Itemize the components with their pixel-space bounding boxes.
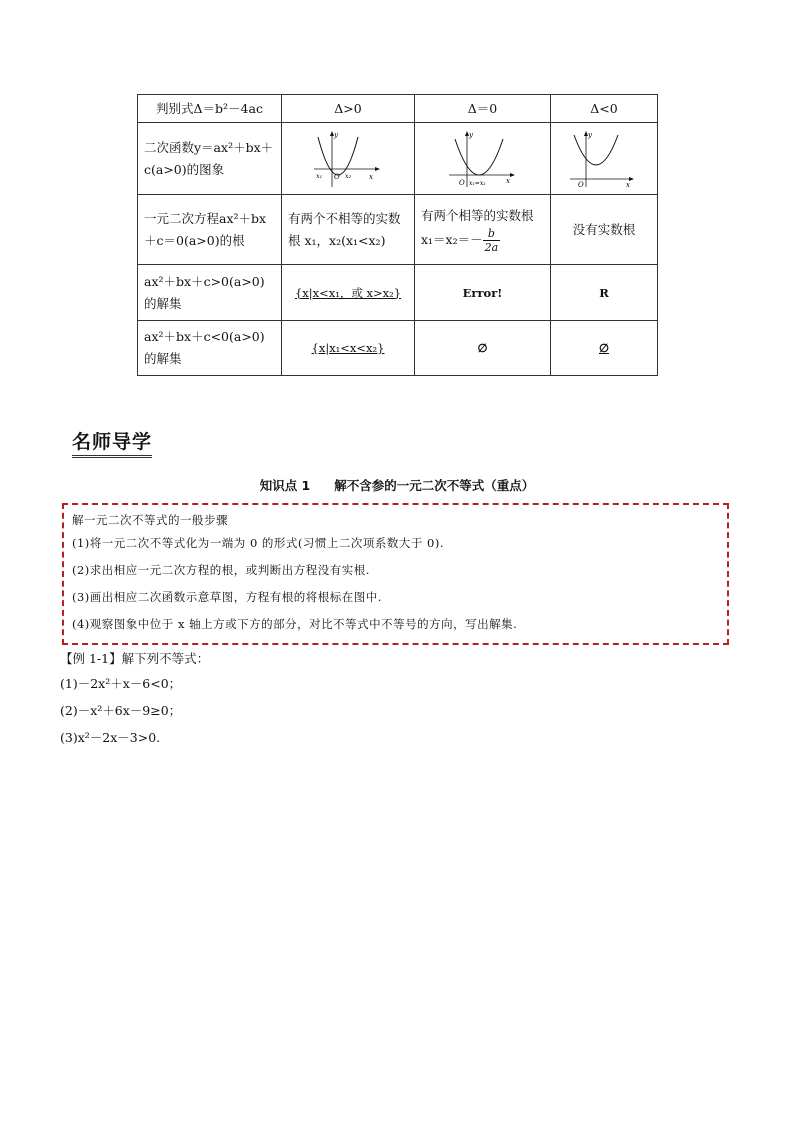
- example-block: [60, 648, 209, 751]
- parabola-graph-two-roots: [312, 129, 384, 189]
- graph-cell-negative: [551, 123, 658, 195]
- gt-solution-positive: {x|x<x₁，或 x>x₂}: [294, 285, 402, 300]
- row-header-lt: ax²＋bx＋c<0(a>0)的解集: [138, 321, 282, 376]
- parabola-graph-one-root: [447, 129, 519, 189]
- section-heading: 名师导学: [72, 430, 152, 458]
- col-header-negative: Δ<0: [551, 95, 658, 123]
- step-item: (1)将一元二次不等式化为一端为 0 的形式(习惯上二次项系数大于 0).: [72, 536, 445, 550]
- parabola-graph-no-root: [568, 129, 640, 189]
- row-header-discriminant: 判别式Δ＝b²－4ac: [138, 95, 282, 123]
- roots-negative: 没有实数根: [551, 195, 658, 265]
- example-item: (2)－x²＋6x－9≥0；: [60, 703, 182, 718]
- steps-box-title: 解一元二次不等式的一般步骤: [72, 513, 228, 527]
- example-item: (1)－2x²＋x－6<0；: [60, 676, 182, 691]
- gt-solution-negative-cell: [551, 265, 658, 321]
- fraction-denominator: 2a: [484, 241, 499, 254]
- table-row-graphs: [138, 123, 658, 195]
- row-header-gt: ax²＋bx＋c>0(a>0)的解集: [138, 265, 282, 321]
- graph-x-label: x: [505, 176, 510, 185]
- gt-solution-positive-cell: [282, 265, 415, 321]
- table-row-roots: [138, 195, 658, 265]
- graph-x-label: x: [626, 180, 630, 189]
- table-header-row: [138, 95, 658, 123]
- graph-x1-label: x₁: [316, 171, 323, 180]
- graph-cell-positive: [282, 123, 415, 195]
- example-title: 【例 1-1】解下列不等式：: [60, 651, 210, 666]
- roots-positive: 有两个不相等的实数根 x₁，x₂(x₁<x₂): [282, 195, 415, 265]
- graph-y-label: y: [468, 130, 473, 139]
- row-header-graph: 二次函数y＝ax²＋bx＋c(a>0)的图象: [138, 123, 282, 195]
- lt-solution-negative-cell: [551, 321, 658, 376]
- col-header-zero: Δ＝0: [415, 95, 551, 123]
- roots-zero-text: 有两个相等的实数根 x₁＝x₂＝－: [421, 208, 534, 247]
- gt-solution-zero: Error!: [462, 285, 503, 300]
- gt-solution-negative: R: [599, 285, 609, 300]
- knowledge-point-title: [0, 476, 794, 494]
- graph-x1x2-label: x₁=x₂: [468, 179, 486, 187]
- fraction-numerator: b: [483, 227, 501, 241]
- example-item: (3)x²－2x－3>0.: [60, 730, 161, 745]
- step-item: (4)观察图象中位于 x 轴上方或下方的部分，对比不等式中不等号的方向，写出解集.: [72, 617, 518, 631]
- graph-y-label: y: [334, 130, 338, 139]
- lt-solution-zero-cell: [415, 321, 551, 376]
- graph-origin-label: O: [578, 180, 584, 189]
- graph-cell-zero: [415, 123, 551, 195]
- graph-x-label: x: [369, 172, 373, 181]
- lt-solution-positive-cell: [282, 321, 415, 376]
- discriminant-table: [137, 94, 658, 376]
- step-item: (3)画出相应二次函数示意草图，方程有根的将根标在图中.: [72, 590, 382, 604]
- gt-solution-zero-cell: [415, 265, 551, 321]
- knowledge-point-label: 知识点 1: [259, 478, 311, 493]
- row-header-roots: 一元二次方程ax²＋bx＋c＝0(a>0)的根: [138, 195, 282, 265]
- table-row-gt-solution: [138, 265, 658, 321]
- fraction-b-over-2a: [483, 227, 501, 254]
- graph-x2-label: x₂: [345, 171, 352, 180]
- roots-zero: [415, 195, 551, 265]
- graph-y-label: y: [588, 130, 592, 139]
- lt-solution-positive: {x|x₁<x<x₂}: [311, 341, 385, 355]
- graph-origin-label: O: [458, 178, 465, 187]
- col-header-positive: Δ>0: [282, 95, 415, 123]
- knowledge-point-text: 解不含参的一元二次不等式（重点）: [334, 478, 535, 493]
- step-item: (2)求出相应一元二次方程的根，或判断出方程没有实根.: [72, 563, 370, 577]
- table-row-lt-solution: [138, 321, 658, 376]
- graph-origin-label: O: [334, 172, 340, 181]
- lt-solution-zero: ∅: [477, 341, 488, 355]
- steps-box: [62, 503, 729, 645]
- lt-solution-negative: ∅: [598, 341, 610, 355]
